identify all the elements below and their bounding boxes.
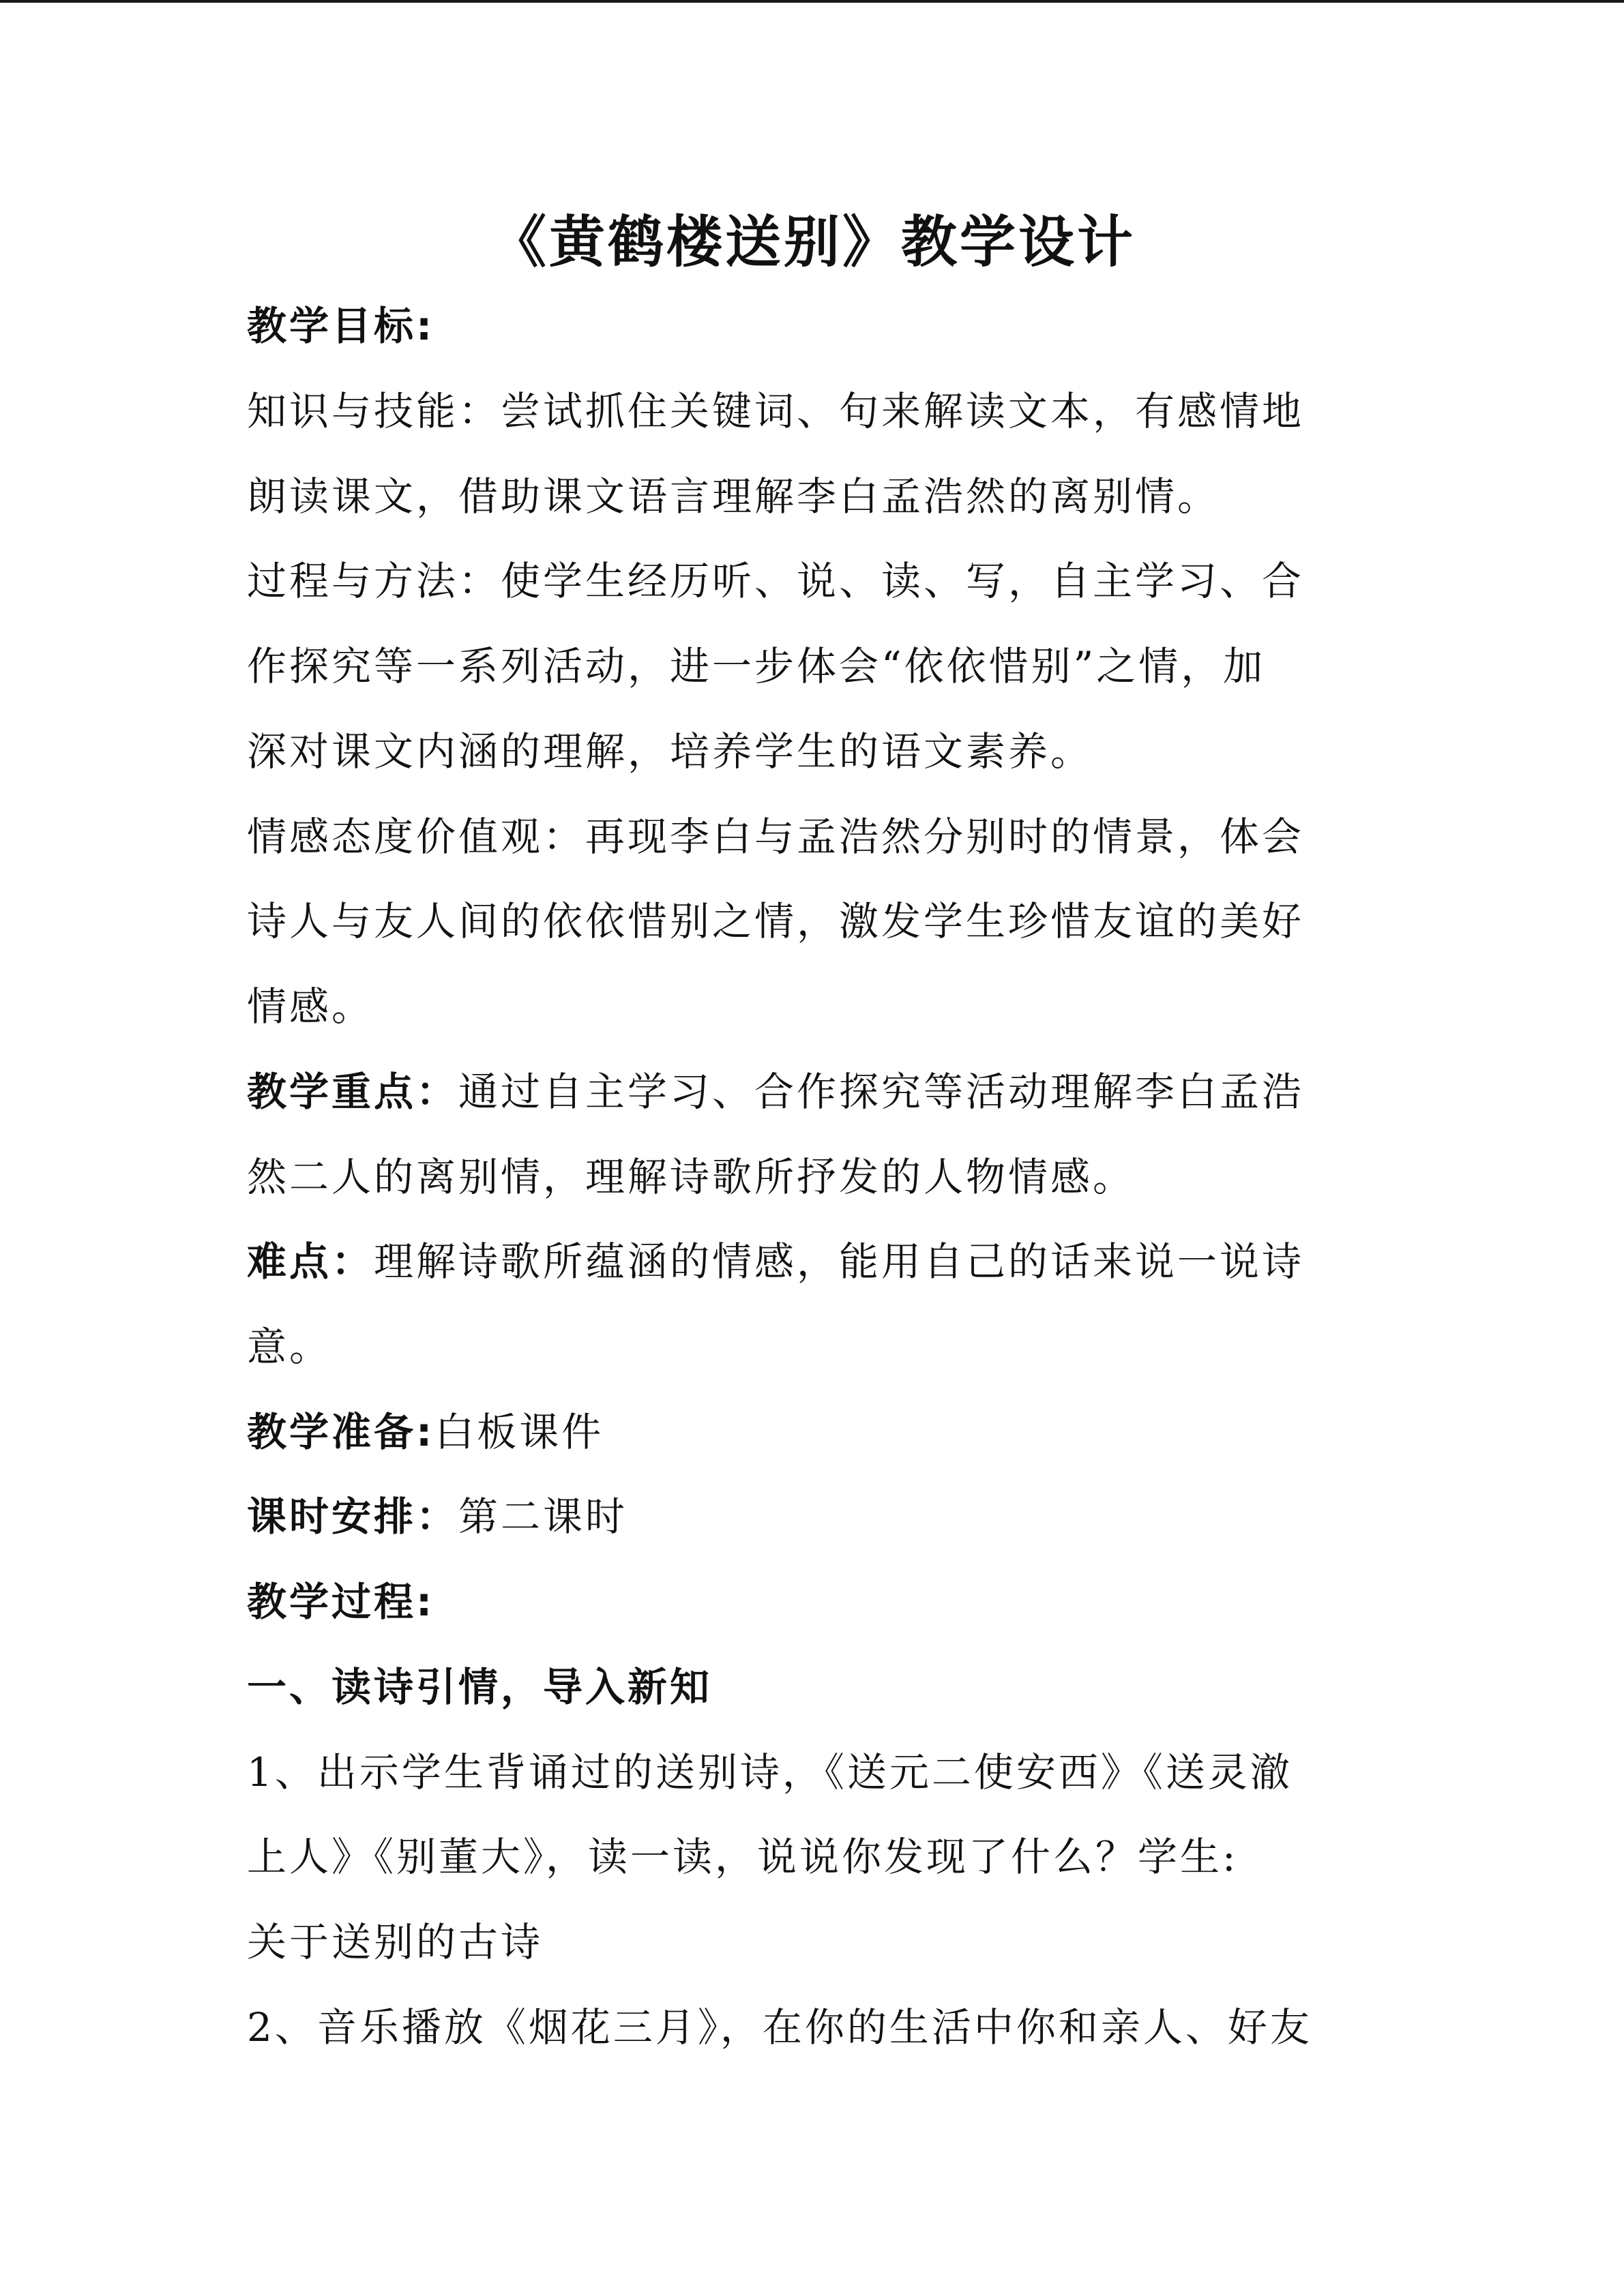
document-title: 《黄鹤楼送别》教学设计 — [490, 209, 1136, 275]
procedure-heading: 教学过程: — [247, 1579, 435, 1625]
process-methods-line-2: 作探究等一系列活动，进一步体会“依依惜别”之情，加 — [247, 643, 1266, 689]
step-2-line-1: 2、音乐播放《烟花三月》，在你的生活中你和亲人、好友 — [247, 2004, 1312, 2051]
emotion-values-line-2: 诗人与友人间的依依惜别之情，激发学生珍惜友谊的美好 — [247, 898, 1305, 944]
section-1-heading: 一、读诗引情，导入新知 — [247, 1664, 713, 1710]
preparation-value: 白板课件 — [434, 1409, 604, 1455]
difficulty-label: 难点： — [247, 1238, 374, 1285]
process-methods-line-3: 深对课文内涵的理解，培养学生的语文素养。 — [247, 728, 1093, 775]
difficulty-line-2: 意。 — [247, 1324, 332, 1370]
key-point-line-1 — [247, 1064, 1304, 1119]
step-1-line-1: 1、出示学生背诵过的送别诗，《送元二使安西》《送灵澈 — [247, 1749, 1293, 1795]
step-1-line-2: 上人》《别董大》，读一读，说说你发现了什么？学生: — [247, 1834, 1239, 1880]
preparation-label: 教学准备: — [247, 1409, 435, 1455]
difficulty-text: 理解诗歌所蕴涵的情感，能用自己的话来说一说诗 — [374, 1238, 1305, 1285]
teaching-goals-heading: 教学目标: — [247, 303, 435, 349]
key-point-label: 教学重点： — [247, 1069, 459, 1115]
key-point-line-2: 然二人的离别情，理解诗歌所抒发的人物情感。 — [247, 1154, 1136, 1200]
knowledge-skills-line-1: 知识与技能：尝试抓住关键词、句来解读文本，有感情地 — [247, 388, 1305, 434]
key-point-text: 通过自主学习、合作探究等活动理解李白孟浩 — [458, 1069, 1305, 1115]
difficulty-line-1 — [247, 1234, 1304, 1289]
schedule-label: 课时安排： — [247, 1493, 459, 1540]
preparation-line — [247, 1405, 604, 1459]
emotion-values-line-1: 情感态度价值观：再现李白与孟浩然分别时的情景，体会 — [247, 814, 1305, 860]
process-methods-line-1: 过程与方法：使学生经历听、说、读、写，自主学习、合 — [247, 558, 1305, 604]
emotion-values-line-3: 情感。 — [247, 983, 374, 1030]
schedule-line — [247, 1489, 628, 1544]
step-1-line-3: 关于送别的古诗 — [247, 1919, 544, 1965]
knowledge-skills-line-2: 朗读课文，借助课文语言理解李白孟浩然的离别情。 — [247, 473, 1220, 520]
schedule-value: 第二课时 — [458, 1493, 628, 1540]
page-top-border — [0, 0, 1624, 3]
